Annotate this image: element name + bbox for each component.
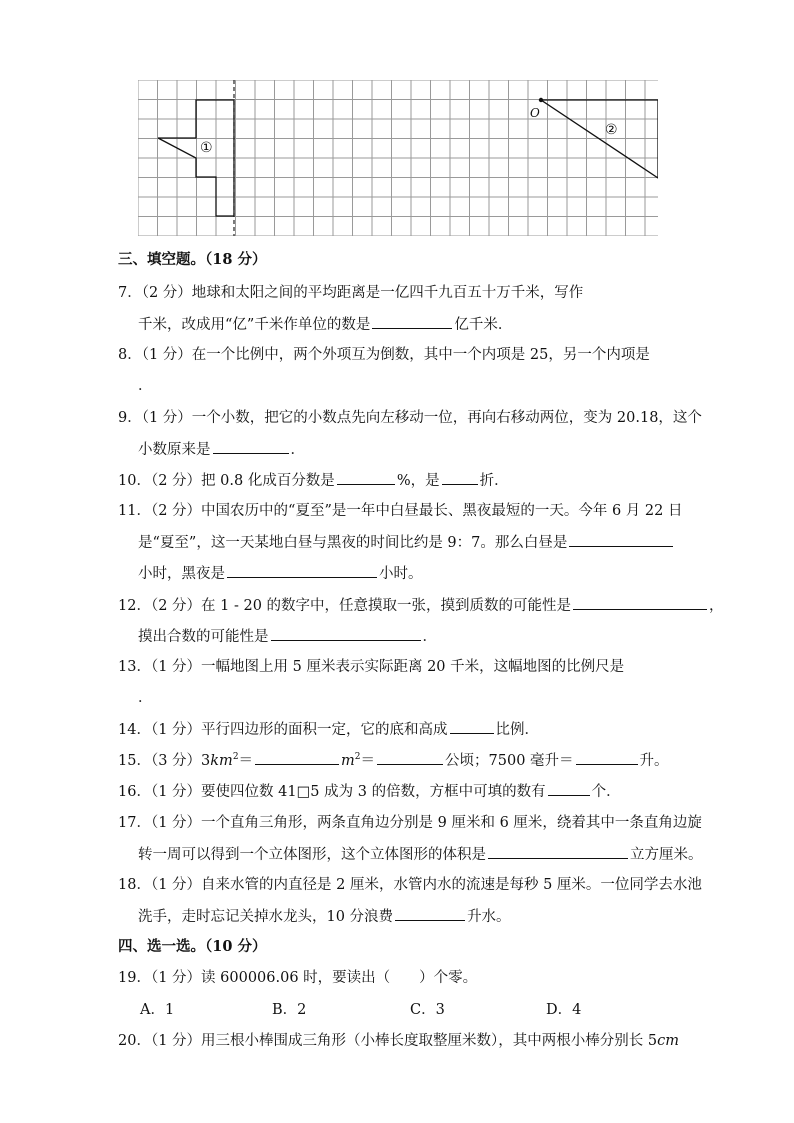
q10-blank-1[interactable]: [337, 468, 395, 485]
q9-line1: 9．（1 分）一个小数，把它的小数点先向左移动一位，再向右移动两位，变为 20.18，这个: [118, 410, 702, 426]
q19-stem: 19．（1 分）读 600006.06 时，要读出（ ）个零。: [118, 970, 478, 986]
grid-figure: [138, 80, 658, 236]
q9-blank[interactable]: [213, 437, 289, 454]
q14-blank[interactable]: [450, 717, 494, 734]
q11-blank-1[interactable]: [569, 530, 673, 547]
q9-line2: 小数原来是 ．: [138, 437, 305, 459]
q19-option-a[interactable]: A．1: [140, 1002, 175, 1018]
q13-line2: ．: [138, 690, 153, 706]
q10-blank-2[interactable]: [442, 468, 478, 485]
q7-line1: 7．（2 分）地球和太阳之间的平均距离是一亿四千九百五十万千米，写作: [118, 285, 584, 301]
q19-option-d[interactable]: D．4: [546, 1002, 582, 1018]
point-o: [539, 98, 543, 102]
shape-1-label: ①: [200, 140, 213, 156]
q12-line2: 摸出合数的可能性是 ．: [138, 624, 437, 646]
q17-line1: 17．（1 分）一个直角三角形，两条直角边分别是 9 厘米和 6 厘米，绕着其中一条直角边旋: [118, 815, 702, 831]
q18-line1: 18．（1 分）自来水管的内直径是 2 厘米，水管内水的流速是每秒 5 厘米。一位同学去水池: [118, 877, 702, 893]
section-3-title: 三、填空题。（18 分）: [118, 251, 267, 268]
point-o-label: O: [530, 106, 540, 120]
q7-blank[interactable]: [372, 312, 452, 329]
shape-2-label: ②: [605, 122, 618, 138]
q15-line: 15．（3 分）$3km^2= m^2=$ 公顷；7500 毫升＝ 升。: [118, 748, 669, 770]
q8-line2: ．: [138, 378, 153, 394]
q12-blank-1[interactable]: [573, 593, 707, 610]
q19-option-c[interactable]: C．3: [410, 1002, 445, 1018]
q19-option-b[interactable]: B．2: [272, 1002, 307, 1018]
q11-line2: 是“夏至”，这一天某地白昼与黑夜的时间比约是 9：7。那么白昼是: [138, 530, 675, 552]
q16-line: 16．（1 分）要使四位数 41□5 成为 3 的倍数，方框中可填的数有 个．: [118, 779, 621, 801]
q13-line1: 13．（1 分）一幅地图上用 5 厘米表示实际距离 20 千米，这幅地图的比例尺是: [118, 659, 625, 675]
q17-blank[interactable]: [488, 842, 628, 859]
q11-blank-2[interactable]: [227, 561, 377, 578]
q10-line: 10．（2 分）把 0.8 化成百分数是 %，是 折．: [118, 468, 509, 490]
q15-blank-2[interactable]: [377, 748, 443, 765]
q20-line1: 20．（1 分）用三根小棒围成三角形（小棒长度取整厘米数），其中两根小棒分别长 5cm: [118, 1033, 679, 1049]
q17-line2: 转一周可以得到一个立体图形，这个立体图形的体积是 立方厘米。: [138, 842, 703, 864]
q18-blank[interactable]: [395, 904, 465, 921]
q15-blank-1[interactable]: [255, 748, 339, 765]
q15-blank-3[interactable]: [576, 748, 638, 765]
q7-line2: 千米，改成用“亿”千米作单位的数是 亿千米．: [138, 312, 512, 334]
q18-line2: 洗手，走时忘记关掉水龙头，10 分浪费 升水。: [138, 904, 511, 926]
q11-line3: 小时，黑夜是 小时。: [138, 561, 423, 583]
q11-line1: 11．（2 分）中国农历中的“夏至”是一年中白昼最长、黑夜最短的一天。今年 6 月 22 日: [118, 503, 683, 519]
q12-blank-2[interactable]: [271, 624, 421, 641]
q14-line: 14．（1 分）平行四边形的面积一定，它的底和高成 比例．: [118, 717, 539, 739]
q12-line1: 12．（2 分）在 1 - 20 的数字中，任意摸取一张，摸到质数的可能性是 ，: [118, 593, 724, 615]
q16-blank[interactable]: [548, 779, 590, 796]
q8-line1: 8．（1 分）在一个比例中，两个外项互为倒数，其中一个内项是 25，另一个内项是: [118, 347, 650, 363]
section-4-title: 四、选一选。（10 分）: [118, 938, 267, 955]
